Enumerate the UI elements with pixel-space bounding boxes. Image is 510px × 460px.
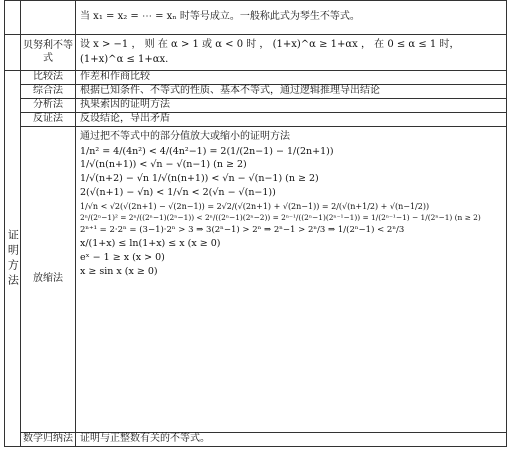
jensen-row	[5, 1, 507, 35]
method-row	[5, 85, 507, 99]
formula: x ≥ sin x (x ≥ 0)	[80, 265, 158, 277]
method-row	[5, 71, 507, 85]
method-desc: 证明与正整数有关的不等式。	[76, 433, 507, 447]
formula: 1/n² = 4/(4n²) < 4/(4n²−1) = 2(1/(2n−1) − 1/(2n+1))	[80, 145, 334, 157]
scaling-content	[76, 127, 507, 433]
bernoulli-statement	[76, 35, 507, 71]
method-desc: 反设结论，导出矛盾	[76, 113, 507, 127]
method-desc: 作差和作商比较	[76, 71, 507, 85]
method-name: 反证法	[21, 113, 76, 127]
method-name: 分析法	[21, 99, 76, 113]
method-name: 数学归纳法	[21, 433, 76, 447]
formula: 1/√(n+2) − √n 1/√(n(n+1)) < √n − √(n−1) (n ≥ 2)	[80, 173, 319, 185]
formula: 2ⁿ⁺¹ = 2·2ⁿ = (3−1)·2ⁿ > 3 ⇒ 3(2ⁿ−1) > 2ⁿ ⇒ 2ⁿ−1 > 2ⁿ/3 ⇒ 1/(2ⁿ−1) < 2ⁿ/3	[80, 224, 405, 235]
method-row	[5, 99, 507, 113]
formula: eˣ − 1 ≥ x (x > 0)	[80, 251, 165, 263]
bernoulli-line-2: (1+x)^α ≤ 1+αx.	[80, 53, 169, 65]
jensen-note: 当 x₁ = x₂ = ⋯ = xₙ 时等号成立。一般称此式为琴生不等式。	[76, 1, 507, 35]
formula: x/(1+x) ≤ ln(1+x) ≤ x (x ≥ 0)	[80, 237, 221, 249]
method-name: 放缩法	[21, 127, 76, 433]
formula: 1/√(n(n+1)) < √n − √(n−1) (n ≥ 2)	[80, 159, 247, 171]
bernoulli-row	[5, 35, 507, 71]
method-name: 综合法	[21, 85, 76, 99]
formula: 2(√(n+1) − √n) < 1/√n < 2(√n − √(n−1))	[80, 187, 276, 199]
method-desc: 执果索因的证明方法	[76, 99, 507, 113]
induction-row	[5, 433, 507, 447]
bernoulli-label: 贝努利不等式	[21, 35, 76, 71]
empty-cell	[21, 1, 76, 35]
inequality-methods-table	[4, 0, 507, 447]
method-desc: 根据已知条件、不等式的性质、基本不等式，通过逻辑推理导出结论	[76, 85, 507, 99]
scaling-intro: 通过把不等式中的部分值放大或缩小的证明方法	[80, 131, 290, 142]
method-row	[5, 113, 507, 127]
empty-cell	[5, 1, 21, 35]
formula: 1/√n < √2(√(2n+1) − √(2n−1)) = 2√2/(√(2n+1) + √(2n−1)) = 2/(√(n+1/2) + √(n−1/2))	[80, 202, 430, 212]
formula: 2ⁿ/(2ⁿ−1)² = 2ⁿ/((2ⁿ−1)(2ⁿ−1)) < 2ⁿ/((2ⁿ−1)(2ⁿ−2)) = 2ⁿ⁻¹/((2ⁿ−1)(2ⁿ⁻¹−1)) = 1/(2ⁿ⁻¹−1) − 1/(2ⁿ−1) (n ≥ 2)	[80, 213, 481, 223]
method-name: 比较法	[21, 71, 76, 85]
proof-methods-label: 证明方法	[6, 228, 20, 289]
proof-methods-group	[5, 71, 21, 447]
bernoulli-line-1: 设 x > −1 ， 则 在 α > 1 或 α < 0 时 ， (1+x)^α ≥ 1+αx ， 在 0 ≤ α ≤ 1 时，	[80, 39, 460, 50]
scaling-method-row	[5, 127, 507, 433]
empty-cell	[5, 35, 21, 71]
